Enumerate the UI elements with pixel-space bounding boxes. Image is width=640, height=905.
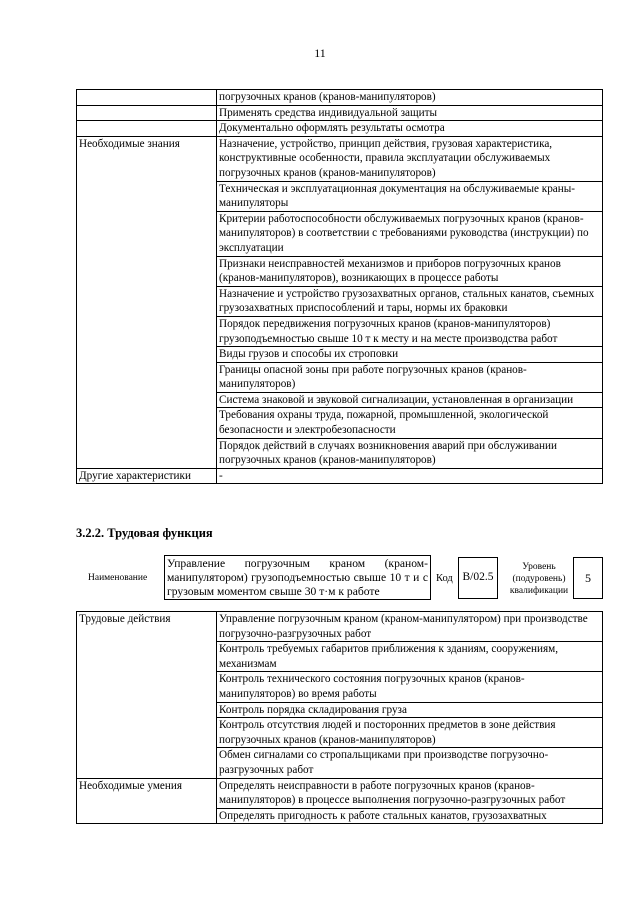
row-value: Управление погрузочным краном (краном-манипулятором) при производстве погрузочно-разгрузочных работ	[217, 612, 603, 642]
row-value: Применять средства индивидуальной защиты	[217, 105, 603, 121]
table-row	[77, 121, 603, 137]
knowledge-table	[76, 89, 603, 484]
row-value: погрузочных кранов (кранов-манипуляторов)	[217, 90, 603, 106]
name-label: Наименование	[88, 573, 148, 583]
table-row	[77, 136, 603, 181]
row-label: Необходимые знания	[77, 136, 217, 468]
row-label: Другие характеристики	[77, 468, 217, 484]
function-code-box: В/02.5	[458, 557, 498, 599]
row-value: -	[217, 468, 603, 484]
row-value: Порядок передвижения погрузочных кранов (кранов-манипуляторов) грузоподъемностью свыше 10 т к месту и на месте производства работ	[217, 316, 603, 346]
row-value: Определять неисправности в работе погрузочных кранов (кранов-манипуляторов) в процессе выполнения погрузочно-разгрузочных работ	[217, 778, 603, 808]
row-value: Система знаковой и звуковой сигнализации, установленная в организации	[217, 392, 603, 408]
row-value: Контроль требуемых габаритов приближения к зданиям, сооружениям, механизмам	[217, 642, 603, 672]
table-row	[77, 612, 603, 642]
level-label-line-1: Уровень	[522, 562, 556, 572]
row-label: Трудовые действия	[77, 612, 217, 779]
row-label	[77, 105, 217, 121]
table-row	[77, 468, 603, 484]
row-value: Назначение и устройство грузозахватных органов, стальных канатов, съемных грузозахватных приспособлений и тары, нормы их браковки	[217, 286, 603, 316]
row-value: Критерии работоспособности обслуживаемых погрузочных кранов (кранов-манипуляторов) в соответствии с требованиями руководства (инструкции) по эксплуатации	[217, 211, 603, 256]
row-value: Признаки неисправностей механизмов и приборов погрузочных кранов (кранов-манипуляторов), возникающих в процессе работы	[217, 256, 603, 286]
row-value: Техническая и эксплуатационная документация на обслуживаемые краны-манипуляторы	[217, 181, 603, 211]
row-value: Виды грузов и способы их строповки	[217, 347, 603, 363]
level-label	[509, 561, 569, 597]
row-label: Необходимые умения	[77, 778, 217, 824]
row-value: Границы опасной зоны при работе погрузочных кранов (кранов-манипуляторов)	[217, 362, 603, 392]
row-value: Документально оформлять результаты осмотра	[217, 121, 603, 137]
row-label	[77, 90, 217, 106]
row-value: Порядок действий в случаях возникновения аварий при обслуживании погрузочных кранов (кранов-манипуляторов)	[217, 438, 603, 468]
row-value: Назначение, устройство, принцип действия, грузовая характеристика, конструктивные особенности, правила эксплуатации обслуживаемых погрузочных кранов (кранов-манипуляторов)	[217, 136, 603, 181]
table-row	[77, 778, 603, 808]
row-value: Требования охраны труда, пожарной, промышленной, экологической безопасности и электробезопасности	[217, 408, 603, 438]
row-value: Определять пригодность к работе стальных канатов, грузозахватных	[217, 808, 603, 824]
code-label: Код	[436, 573, 453, 584]
level-label-line-2: (подуровень)	[512, 574, 566, 584]
level-label-line-3: квалификации	[509, 586, 569, 596]
row-value: Контроль технического состояния погрузочных кранов (кранов-манипуляторов) во время работы	[217, 672, 603, 702]
qualification-level-box: 5	[573, 557, 603, 599]
page-number: 11	[314, 46, 326, 60]
row-label	[77, 121, 217, 137]
section-heading: 3.2.2. Трудовая функция	[76, 526, 213, 540]
function-name-box: Управление погрузочным краном (краном-манипулятором) грузоподъемностью свыше 10 т и с грузовым моментом свыше 30 т·м к работе	[164, 555, 431, 600]
table-row	[77, 90, 603, 106]
table-row	[77, 105, 603, 121]
row-value: Контроль порядка складирования груза	[217, 702, 603, 718]
actions-table	[76, 611, 603, 824]
row-value: Контроль отсутствия людей и посторонних предметов в зоне действия погрузочных кранов (кранов-манипуляторов)	[217, 718, 603, 748]
row-value: Обмен сигналами со стропальщиками при производстве погрузочно-разгрузочных работ	[217, 748, 603, 778]
